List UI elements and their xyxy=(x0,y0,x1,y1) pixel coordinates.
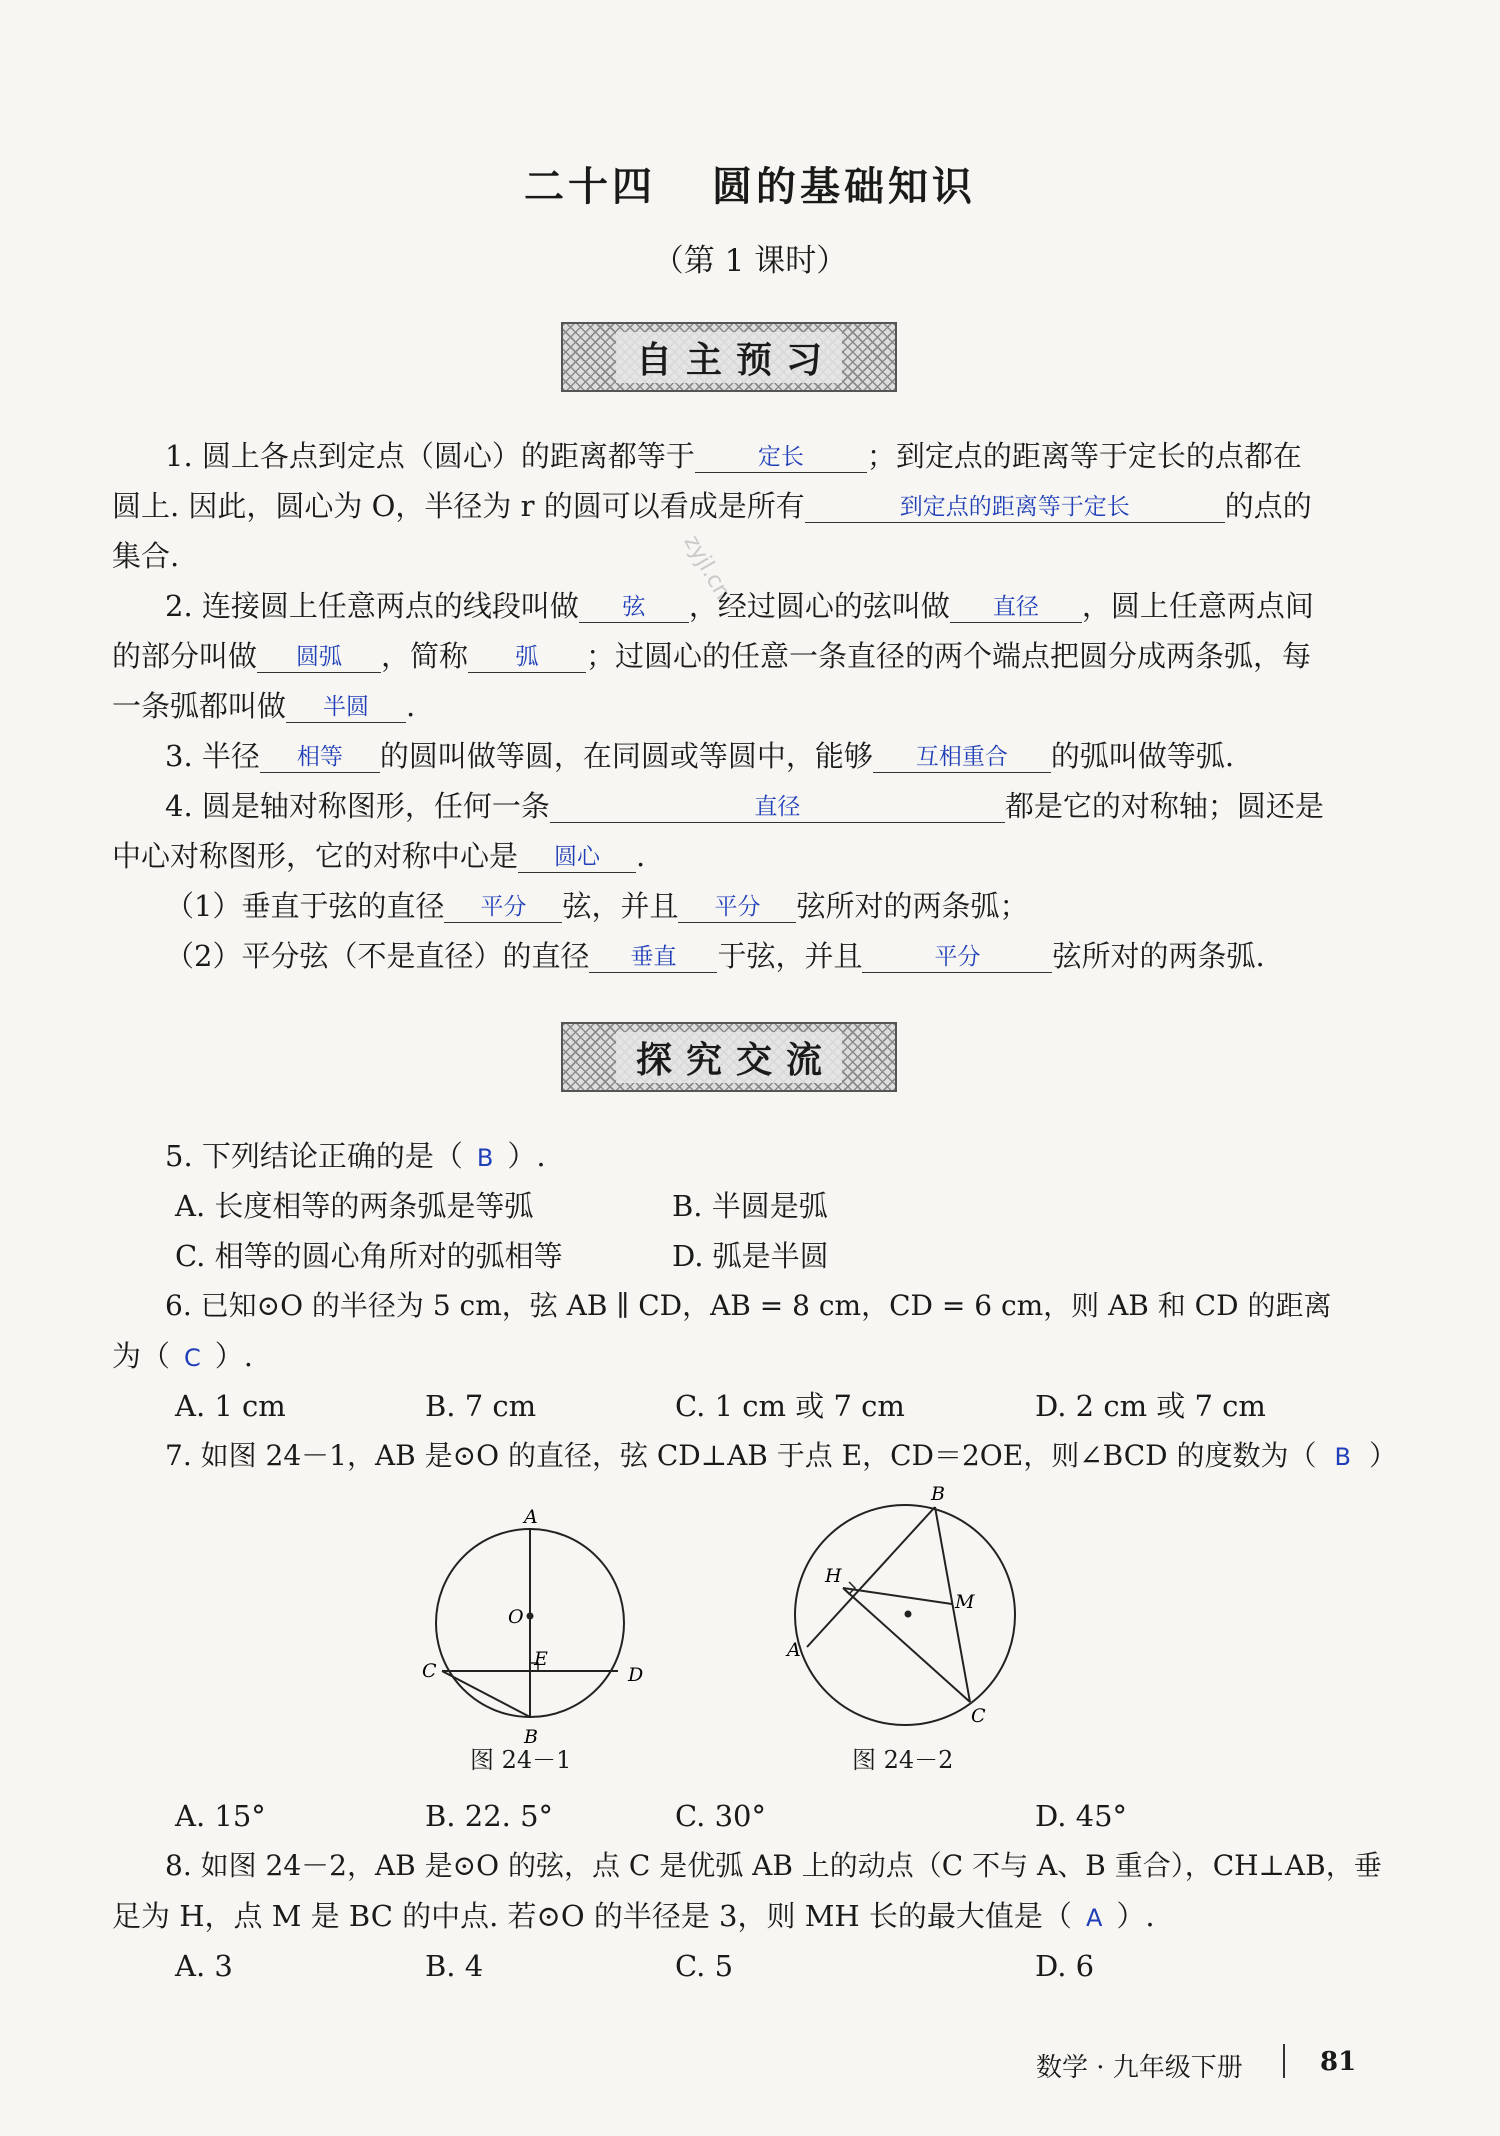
chapter-number: 二十四 xyxy=(524,163,656,210)
question-2-line-1: 2. 连接圆上任意两点的线段叫做 弦 ，经过圆心的弦叫做 直径 ，圆上任意两点间 xyxy=(165,589,1314,623)
answer-blank: 圆弧 xyxy=(257,642,381,673)
footer-book-title: 数学 · 九年级下册 xyxy=(1036,2053,1243,2083)
answer-blank: 直径 xyxy=(950,592,1082,623)
question-1-line-2: 圆上. 因此，圆心为 O，半径为 r 的圆可以看成是所有 到定点的距离等于定长 的点的 xyxy=(112,489,1312,523)
center-dot xyxy=(527,1613,534,1620)
section-banner-explore xyxy=(561,1022,897,1092)
question-8-line-1: 8. 如图 24－2，AB 是⊙O 的弦，点 C 是优弧 AB 上的动点（C 不与 A、B 重合），CH⊥AB，垂 xyxy=(165,1849,1382,1882)
answer-blank: 垂直 xyxy=(589,942,717,973)
label-e: E xyxy=(534,1648,548,1670)
option-d: D. 6 xyxy=(1035,1949,1095,1983)
section-banner-preview xyxy=(561,322,897,392)
answer-choice: B xyxy=(476,1144,494,1172)
option-b: B. 7 cm xyxy=(425,1389,537,1423)
figure-24-2 xyxy=(775,1482,1035,1742)
option-a: A. 长度相等的两条弧是等弧 xyxy=(175,1189,534,1223)
option-c: C. 30° xyxy=(675,1799,766,1833)
option-b: B. 22. 5° xyxy=(425,1799,554,1833)
question-5: 5. 下列结论正确的是（ B ）. xyxy=(165,1139,546,1173)
label-h: H xyxy=(825,1565,842,1587)
answer-blank: 半圆 xyxy=(286,692,406,723)
answer-blank: 互相重合 xyxy=(873,742,1051,773)
segment-cb xyxy=(442,1671,530,1717)
question-6-line-2: 为（ C ）. xyxy=(112,1339,253,1373)
answer-blank: 直径 xyxy=(550,792,1005,823)
page-title xyxy=(0,155,1500,212)
answer-blank: 弦 xyxy=(579,592,689,623)
question-2-line-2: 的部分叫做 圆弧 ，简称 弧 ；过圆心的任意一条直径的两个端点把圆分成两条弧，每 xyxy=(112,639,1312,673)
answer-blank: 平分 xyxy=(444,892,562,923)
option-c: C. 1 cm 或 7 cm xyxy=(675,1389,905,1423)
center-dot xyxy=(905,1611,912,1618)
answer-blank: 弧 xyxy=(468,642,586,673)
option-a: A. 3 xyxy=(175,1949,233,1983)
answer-blank: 定长 xyxy=(695,442,867,473)
label-b: B xyxy=(931,1483,945,1505)
answer-blank: 到定点的距离等于定长 xyxy=(805,492,1225,523)
answer-blank: 平分 xyxy=(862,942,1052,973)
option-d: D. 45° xyxy=(1035,1799,1128,1833)
question-8-line-2: 足为 H，点 M 是 BC 的中点. 若⊙O 的半径是 3，则 MH 长的最大值是（ A ）. xyxy=(112,1899,1155,1933)
answer-blank: 圆心 xyxy=(518,842,636,873)
question-6-line-1: 6. 已知⊙O 的半径为 5 cm，弦 AB ∥ CD，AB = 8 cm，CD = 6 cm，则 AB 和 CD 的距离 xyxy=(165,1289,1332,1322)
section-title: 自主预习 xyxy=(616,332,842,383)
question-4-line-2: 中心对称图形，它的对称中心是 圆心 . xyxy=(112,839,646,873)
label-m: M xyxy=(955,1591,975,1613)
option-a: A. 1 cm xyxy=(175,1389,286,1423)
option-d: D. 2 cm 或 7 cm xyxy=(1035,1389,1266,1423)
label-b: B xyxy=(524,1726,538,1748)
option-b: B. 4 xyxy=(425,1949,484,1983)
answer-blank: 平分 xyxy=(678,892,796,923)
watermark: zyjl.cn xyxy=(678,531,736,604)
segment-ch xyxy=(843,1588,970,1702)
label-c: C xyxy=(422,1660,437,1682)
question-2-line-3: 一条弧都叫做 半圆 . xyxy=(112,689,416,723)
label-c: C xyxy=(971,1705,986,1727)
question-3: 3. 半径 相等 的圆叫做等圆，在同圆或等圆中，能够 互相重合 的弧叫做等弧. xyxy=(165,739,1235,773)
answer-blank: 相等 xyxy=(260,742,380,773)
label-o: O xyxy=(508,1606,524,1628)
lesson-subtitle: （第 1 课时） xyxy=(652,243,848,279)
option-b: B. 半圆是弧 xyxy=(672,1189,828,1223)
figure-24-2-caption: 图 24－2 xyxy=(852,1746,954,1774)
answer-choice: B xyxy=(1334,1443,1351,1471)
chapter-name: 圆的基础知识 xyxy=(712,163,976,210)
question-4-line-1: 4. 圆是轴对称图形，任何一条 直径 都是它的对称轴；圆还是 xyxy=(165,789,1324,823)
label-d: D xyxy=(628,1664,644,1686)
question-4-sub-2: （2）平分弦（不是直径）的直径 垂直 于弦，并且 平分 弦所对的两条弧. xyxy=(165,939,1265,973)
figure-24-1-caption: 图 24－1 xyxy=(470,1746,572,1774)
footer-divider xyxy=(1283,2044,1285,2078)
page-number: 81 xyxy=(1320,2047,1357,2077)
answer-choice: A xyxy=(1085,1904,1103,1932)
question-1-line-1: 1. 圆上各点到定点（圆心）的距离都等于 定长 ；到定点的距离等于定长的点都在 xyxy=(165,439,1302,473)
option-c: C. 5 xyxy=(675,1949,734,1983)
figure-24-1 xyxy=(420,1485,720,1755)
answer-choice: C xyxy=(184,1344,201,1372)
section-title: 探究交流 xyxy=(616,1032,842,1083)
question-1-line-3: 集合. xyxy=(112,539,180,573)
question-7: 7. 如图 24－1，AB 是⊙O 的直径，弦 CD⊥AB 于点 E，CD＝2OE，则∠BCD 的度数为（ B ） xyxy=(165,1439,1398,1472)
label-a: A xyxy=(787,1639,801,1661)
option-d: D. 弧是半圆 xyxy=(672,1239,829,1273)
option-c: C. 相等的圆心角所对的弧相等 xyxy=(175,1239,563,1273)
label-a: A xyxy=(524,1506,538,1528)
question-4-sub-1: （1）垂直于弦的直径 平分 弦，并且 平分 弦所对的两条弧； xyxy=(165,889,1029,923)
option-a: A. 15° xyxy=(175,1799,266,1833)
